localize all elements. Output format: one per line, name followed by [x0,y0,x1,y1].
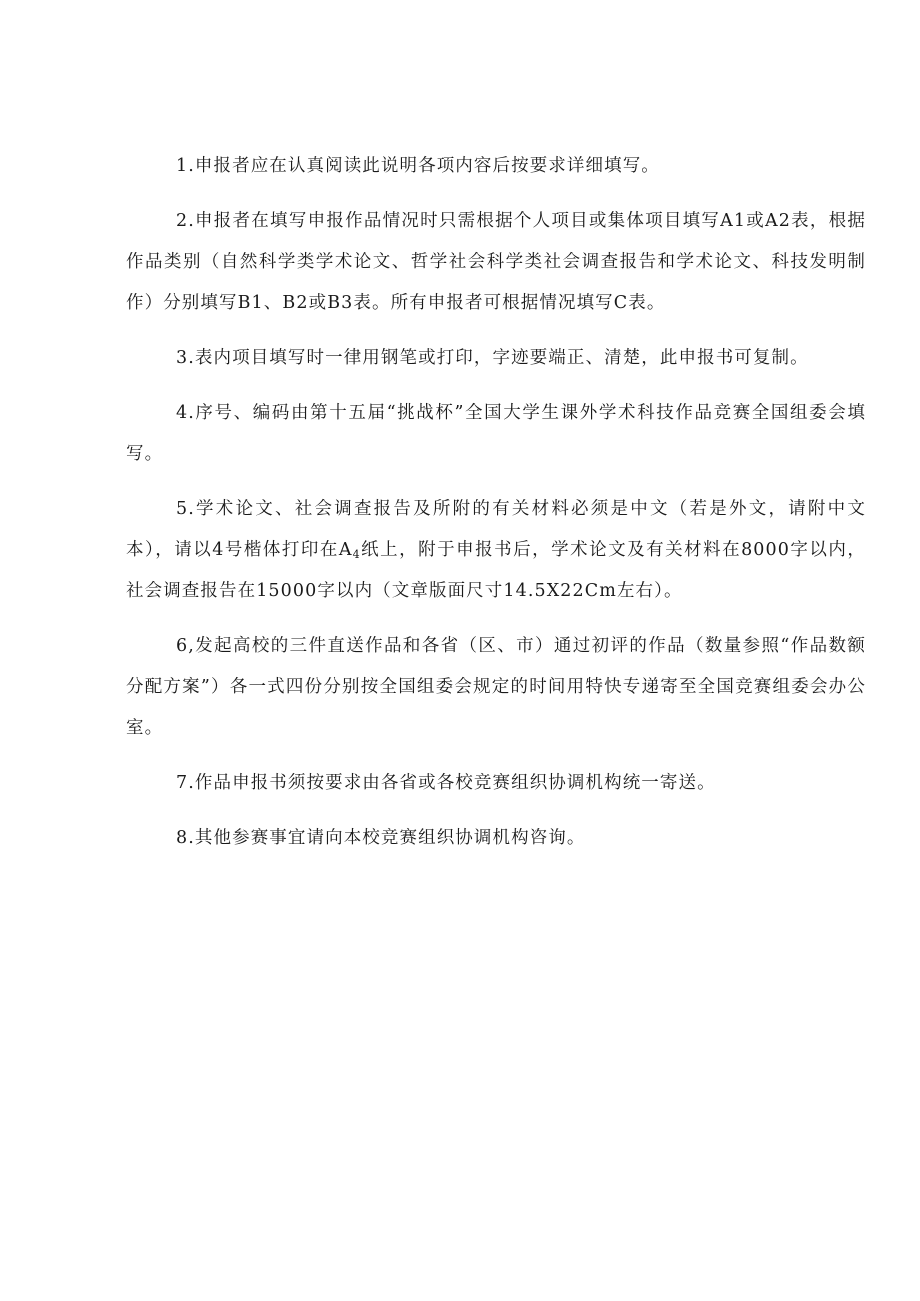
item-number: 7 [176,773,189,793]
item-text: .其他参赛事宜请向本校竞赛组织协调机构咨询。 [188,828,586,848]
subscript-4: 4 [352,548,361,561]
item-text-before: .学术论文、社会调查报告及所附的有关材料必须是中文（若是外文，请附中文本），请以4号楷体打印在A [126,499,866,560]
item-number: 8 [176,828,189,848]
item-text: 发起高校的三件直送作品和各省（区、市）通过初评的作品（数量参照“作品数额分配方案”）各一式四份分别按全国组委会规定的时间用特快专递寄至全国竞赛组委会办公室。 [126,636,866,738]
item-number: 3 [176,348,189,368]
item-number: 1 [176,156,189,176]
instruction-item-6 [126,626,866,749]
item-number: 6, [176,636,195,656]
instruction-item-8 [126,818,866,859]
instruction-item-2 [126,201,866,324]
instruction-item-7 [126,763,866,804]
instruction-item-1 [126,146,866,187]
item-text: .申报者在填写申报作品情况时只需根据个人项目或集体项目填写A1或A2表，根据作品类别（自然科学类学术论文、哲学社会科学类社会调查报告和学术论文、科技发明制作）分别填写B1、B2或B3表。所有申报者可根据情况填写C表。 [126,211,866,313]
item-text: .表内项目填写时一律用钢笔或打印，字迹要端正、清楚，此申报书可复制。 [188,348,809,368]
instruction-item-5 [126,489,866,612]
item-text: .申报者应在认真阅读此说明各项内容后按要求详细填写。 [188,156,660,176]
instructions-list [126,146,866,859]
item-text-after: 纸上，附于申报书后，学术论文及有关材料在8000字以内，社会调查报告在15000字以内（文章版面尺寸14.5X22Cm左右）。 [126,540,866,601]
instruction-item-3 [126,338,866,379]
item-number: 4 [176,403,189,423]
item-text: .作品申报书须按要求由各省或各校竞赛组织协调机构统一寄送。 [188,773,716,793]
instruction-item-4 [126,393,866,475]
item-number: 5 [176,499,189,519]
item-number: 2 [176,211,189,231]
item-text: .序号、编码由第十五届“挑战杯”全国大学生课外学术科技作品竞赛全国组委会填写。 [126,403,866,464]
